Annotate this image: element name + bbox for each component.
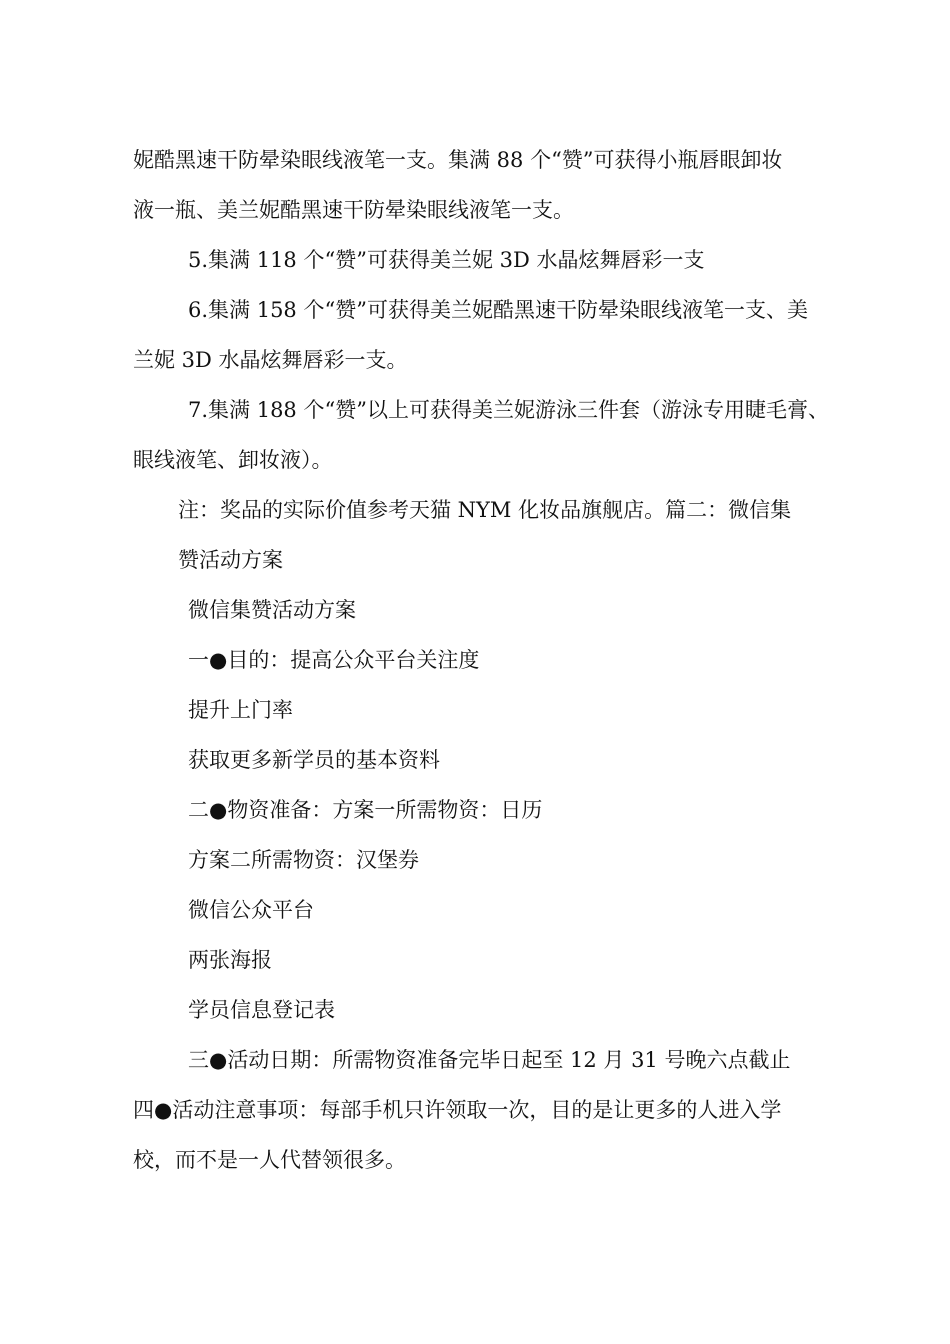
text-line: 眼线液笔、卸妆液）。 <box>133 448 333 472</box>
text-line: 微信公众平台 <box>188 898 314 922</box>
text-line: 兰妮 3D 水晶炫舞唇彩一支。 <box>133 348 408 372</box>
text-line: 学员信息登记表 <box>188 998 335 1022</box>
text-line: 7.集满 188 个“赞”以上可获得美兰妮游泳三件套（游泳专用睫毛膏、 <box>188 398 829 422</box>
text-line: 一●目的：提高公众平台关注度 <box>188 648 480 672</box>
text-line: 赞活动方案 <box>178 548 283 572</box>
text-line: 二●物资准备：方案一所需物资：日历 <box>188 798 543 822</box>
text-line: 妮酷黑速干防晕染眼线液笔一支。集满 88 个“赞”可获得小瓶唇眼卸妆 <box>133 148 783 172</box>
text-line: 三●活动日期：所需物资准备完毕日起至 12 月 31 号晚六点截止 <box>188 1048 791 1072</box>
text-line: 获取更多新学员的基本资料 <box>188 748 440 772</box>
text-line: 两张海报 <box>188 948 272 972</box>
text-line: 校，而不是一人代替领很多。 <box>133 1148 406 1172</box>
text-line: 方案二所需物资：汉堡券 <box>188 848 419 872</box>
text-line: 5.集满 118 个“赞”可获得美兰妮 3D 水晶炫舞唇彩一支 <box>188 248 705 272</box>
text-line: 提升上门率 <box>188 698 293 722</box>
text-line: 6.集满 158 个“赞”可获得美兰妮酷黑速干防晕染眼线液笔一支、美 <box>188 298 808 322</box>
text-line: 微信集赞活动方案 <box>188 598 356 622</box>
text-line: 液一瓶、美兰妮酷黑速干防晕染眼线液笔一支。 <box>133 198 574 222</box>
text-line: 四●活动注意事项：每部手机只许领取一次，目的是让更多的人进入学 <box>133 1098 782 1122</box>
text-line: 注：奖品的实际价值参考天猫 NYM 化妆品旗舰店。篇二：微信集 <box>178 498 792 522</box>
